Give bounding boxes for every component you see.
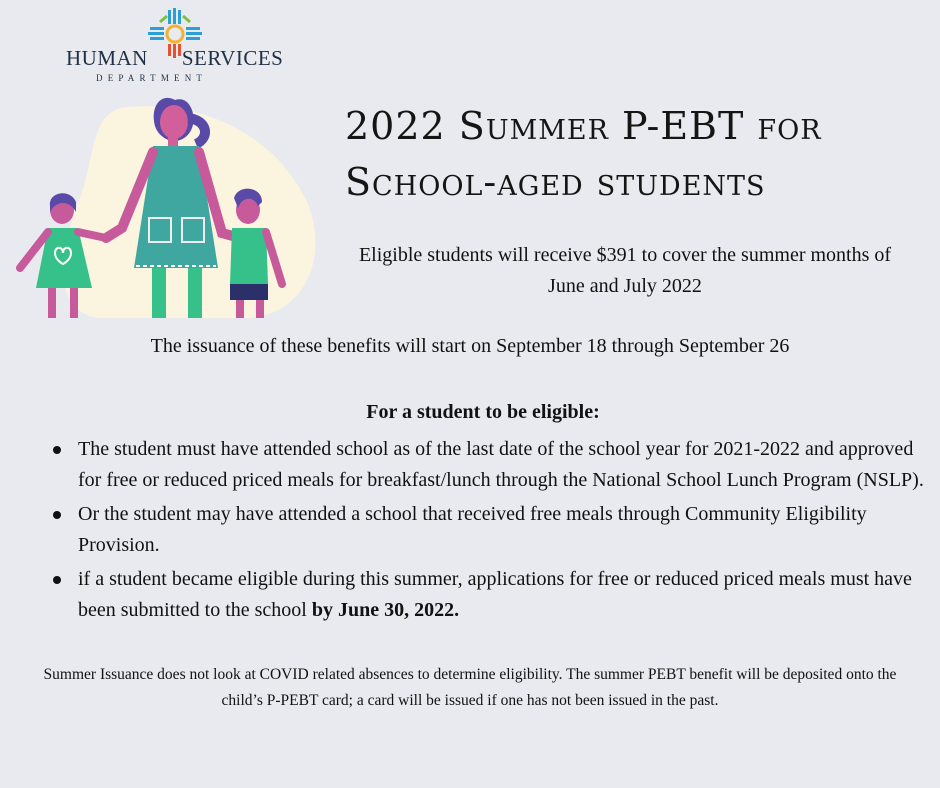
family-illustration [10, 88, 340, 320]
issuance-dates-text: The issuance of these benefits will start on September 18 through September 26 [150, 335, 790, 357]
title-line-1: 2022 Summer P-EBT for [345, 104, 822, 148]
benefit-amount-text: Eligible students will receive $391 to cover the summer months of June and July 2022 [358, 244, 892, 297]
eligibility-list [48, 434, 928, 629]
list-item [48, 564, 928, 626]
logo-word-human: HUMAN [66, 46, 148, 70]
logo-subtitle: DEPARTMENT [96, 73, 208, 83]
logo-word-services: SERVICES [181, 46, 284, 70]
hsd-logo [60, 4, 290, 90]
page-title [345, 98, 905, 210]
bullet-text: The student must have attended school as of the last date of the school year for 2021-2022 and approved for free or reduced priced meals for breakfast/lunch through the National School Lunch Program (NSLP). [78, 438, 924, 491]
footnote-text: Summer Issuance does not look at COVID related absences to determine eligibility. The summer PEBT benefit will be deposited onto the child’s P-PEBT card; a card will be issued if one has not been issued in the past. [43, 666, 897, 709]
logo-wordmark [66, 46, 286, 71]
title-line-2: School-aged students [345, 160, 766, 204]
bullet-text: Or the student may have attended a school that received free meals through Community Eligibility Provision. [78, 503, 867, 556]
eligibility-heading: For a student to be eligible: [366, 401, 600, 423]
list-item [48, 499, 928, 561]
deadline-text: by June 30, 2022. [311, 599, 460, 621]
bullet-text: if a student became eligible during this summer, applications for free or reduced priced meals must have been submitted to the school [78, 568, 912, 621]
list-item [48, 434, 928, 496]
